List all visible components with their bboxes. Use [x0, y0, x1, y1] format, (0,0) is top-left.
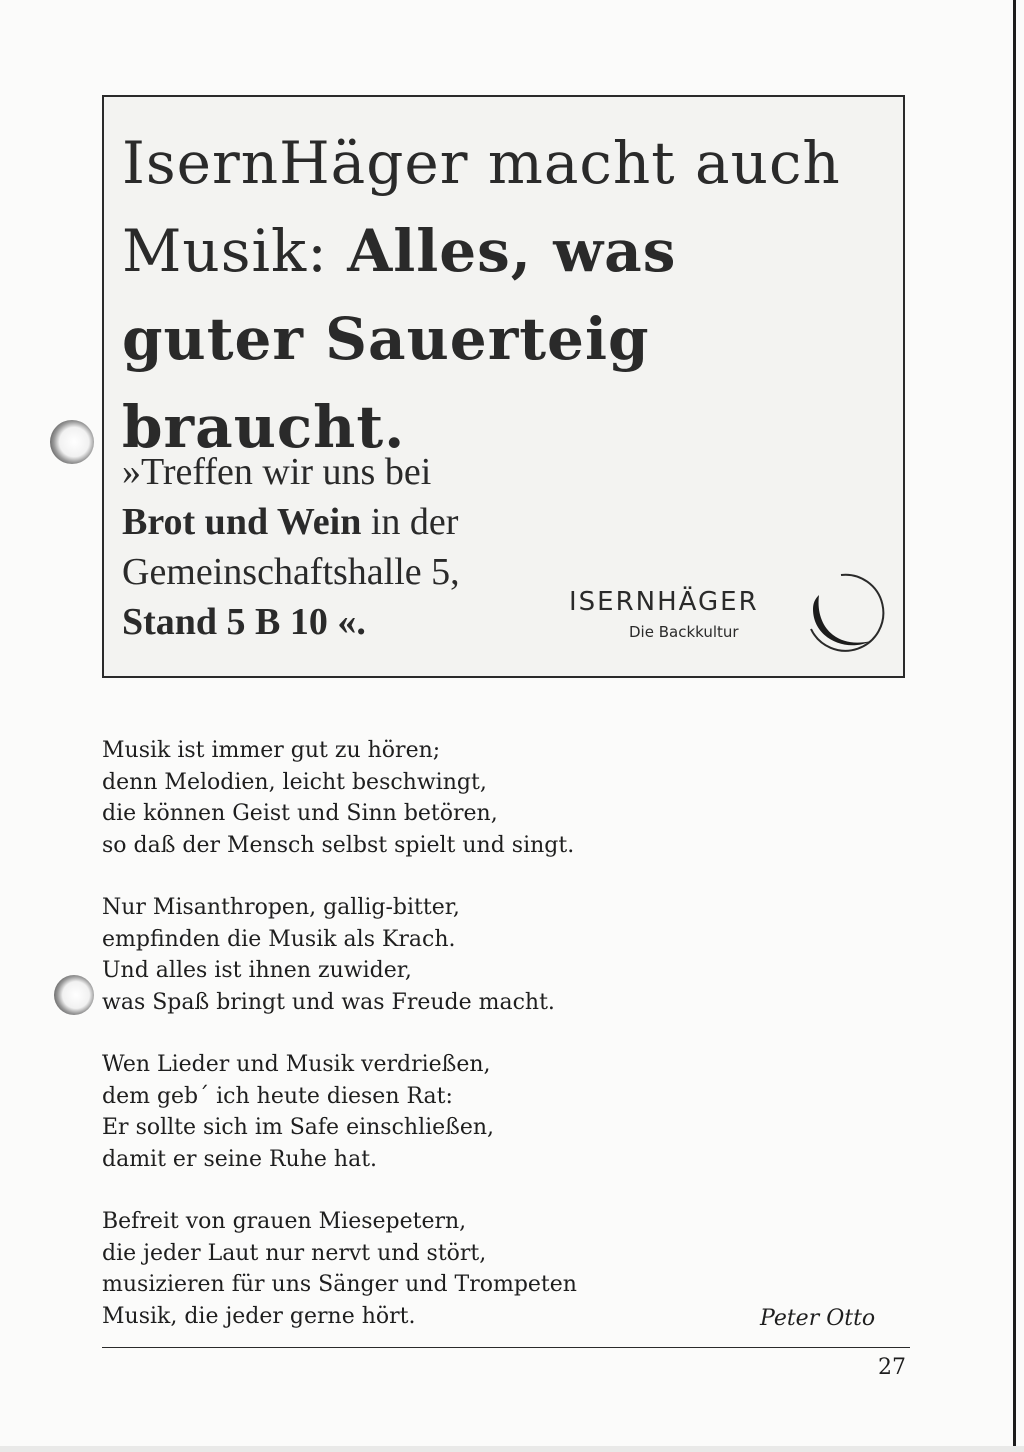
poem-line: Nur Misanthropen, gallig-bitter,	[102, 895, 460, 920]
invite-line-2-bold: Brot und Wein	[122, 501, 362, 543]
poem-line: Befreit von grauen Miesepetern,	[102, 1209, 467, 1234]
poem-line: Musik, die jeder gerne hört.	[102, 1303, 416, 1329]
logo-tagline: Die Backkultur	[629, 623, 739, 641]
isernhaeger-logo	[569, 567, 889, 657]
poem-stanza	[102, 892, 722, 1018]
poem-line: Wen Lieder und Musik verdrießen,	[102, 1052, 491, 1077]
page-number: 27	[878, 1355, 906, 1380]
poem-line: denn Melodien, leicht beschwingt,	[102, 769, 487, 795]
poem-line: damit er seine Ruhe hat.	[102, 1146, 378, 1172]
scan-edge	[1013, 0, 1016, 1452]
invite-line-4: Stand 5 B 10 «.	[122, 601, 366, 643]
poem-author: Peter Otto	[760, 1306, 876, 1331]
invite-line-2	[122, 497, 460, 547]
poem-line: Musik ist immer gut zu hören;	[102, 738, 441, 763]
poem-line: die können Geist und Sinn betören,	[102, 801, 498, 826]
headline-line-1: IsernHäger macht auch	[122, 129, 841, 197]
poem-line: Er sollte sich im Safe einschließen,	[102, 1115, 495, 1140]
invite-line-2-light: in der	[361, 501, 459, 543]
footer-divider	[102, 1347, 910, 1348]
scan-edge-bottom	[0, 1446, 1024, 1452]
headline-line-2-light: Musik:	[122, 217, 348, 285]
poem-line: die jeder Laut nur nervt und stört,	[102, 1240, 487, 1266]
poem-stanza	[102, 1049, 722, 1175]
poem-line: so daß der Mensch selbst spielt und singt.	[102, 832, 575, 858]
poem-line: dem geb´ ich heute diesen Rat:	[102, 1083, 453, 1109]
advertisement-box	[102, 95, 905, 678]
poem	[102, 735, 722, 1363]
headline-line-2	[122, 207, 893, 295]
headline-line-2-bold: Alles, was	[347, 217, 677, 285]
poem-line: empfinden die Musik als Krach.	[102, 926, 456, 952]
ad-invitation	[122, 447, 460, 647]
poem-line: was Spaß bringt und was Freude macht.	[102, 989, 555, 1015]
poem-line: Und alles ist ihnen zuwider,	[102, 958, 412, 983]
ad-headline	[122, 119, 893, 471]
crescent-logo-icon	[799, 567, 889, 657]
invite-line-1: »Treffen wir uns bei	[122, 451, 432, 493]
poem-stanza	[102, 735, 722, 861]
poem-stanza	[102, 1206, 722, 1332]
punch-hole	[54, 975, 94, 1015]
invite-line-3: Gemeinschaftshalle 5,	[122, 551, 460, 593]
poem-line: musizieren für uns Sänger und Trompeten	[102, 1272, 577, 1297]
headline-line-3: guter Sauerteig braucht.	[122, 305, 650, 461]
logo-name: ISERNHÄGER	[569, 587, 759, 617]
punch-hole	[50, 420, 94, 464]
